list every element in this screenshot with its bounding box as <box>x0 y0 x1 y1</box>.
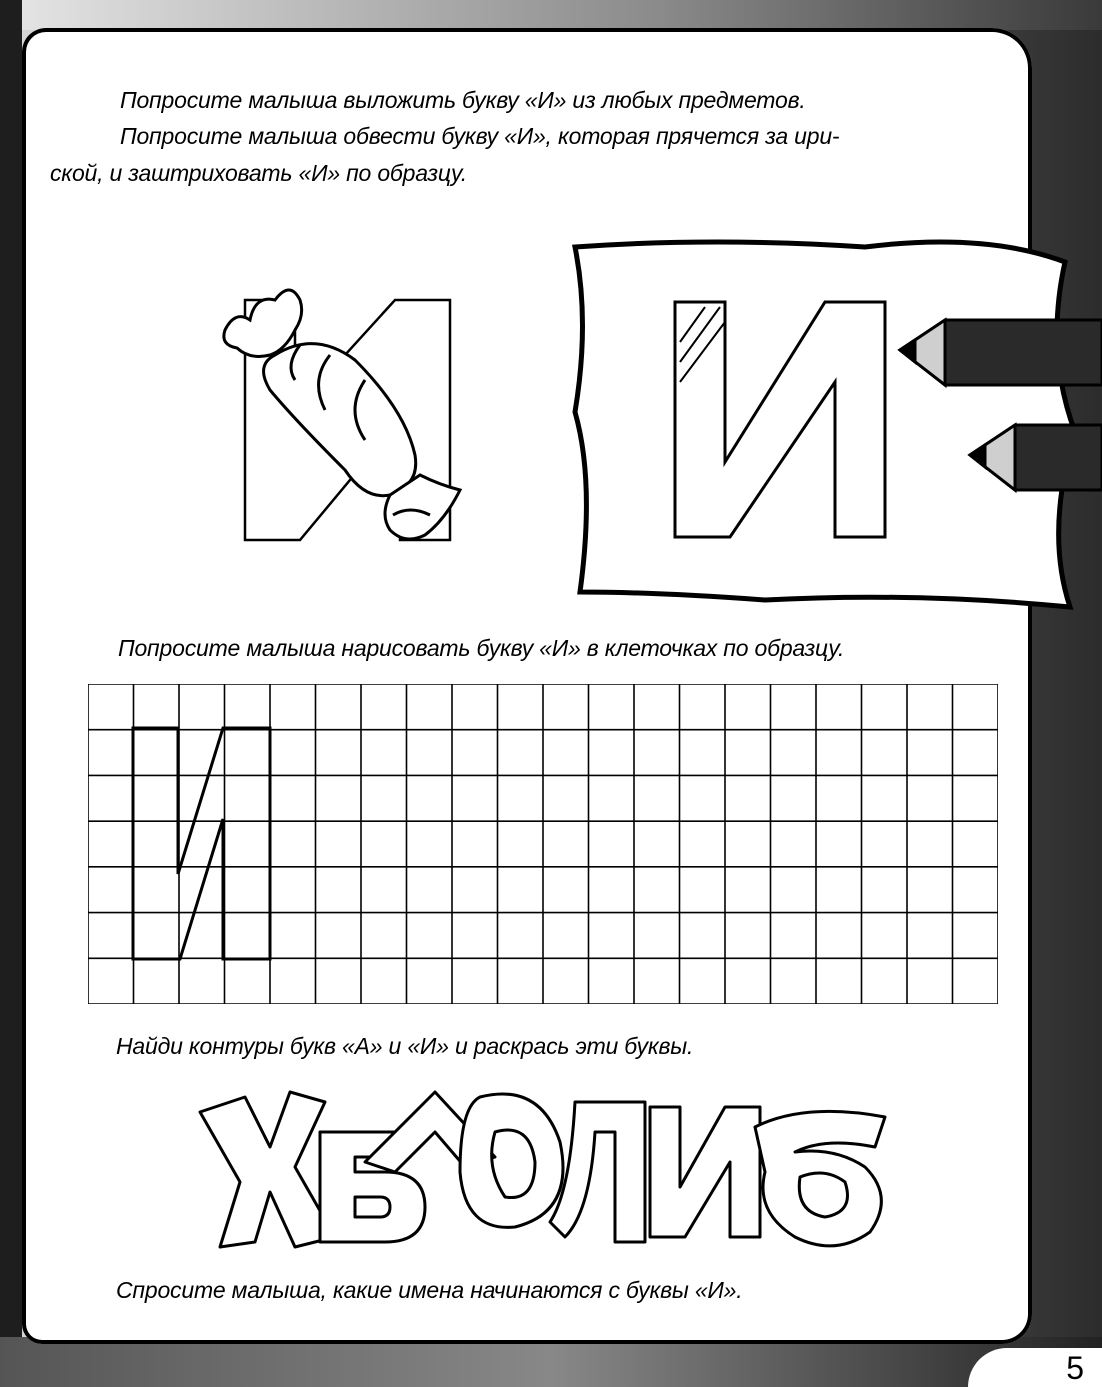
instruction-trace-line1: Попросите малыша обвести букву «И», которая прячется за ири- <box>120 123 840 149</box>
instruction-trace-line2: ской, и заштриховать «И» по образцу. <box>50 160 467 186</box>
letter-o-outline <box>460 1094 563 1227</box>
letter-b-outline <box>755 1111 885 1246</box>
background-left-edge <box>0 0 22 1387</box>
candy-letter-illustration <box>215 270 475 560</box>
page-number: 5 <box>1066 1350 1084 1386</box>
sample-letter-i <box>133 728 270 959</box>
letter-i-outline <box>650 1107 760 1237</box>
instruction-trace <box>50 118 990 192</box>
overlapping-letters-puzzle[interactable] <box>195 1072 895 1257</box>
page-number-tab <box>968 1348 1102 1387</box>
pencil-icon <box>900 310 1102 510</box>
candy-icon <box>224 290 460 539</box>
background-top <box>0 0 1102 30</box>
instruction-find-letters: Найди контуры букв «А» и «И» и раскрась эти буквы. <box>116 1033 694 1059</box>
background-bottom <box>0 1337 1102 1387</box>
letter-k-outline <box>200 1092 335 1247</box>
instruction-names: Спросите малыша, какие имена начинаются с буквы «И». <box>116 1277 743 1303</box>
instruction-lay-out: Попросите малыша выложить букву «И» из любых предметов. <box>120 87 806 113</box>
practice-grid[interactable] <box>88 684 998 1004</box>
instruction-draw-grid: Попросите малыша нарисовать букву «И» в клеточках по образцу. <box>118 635 845 661</box>
